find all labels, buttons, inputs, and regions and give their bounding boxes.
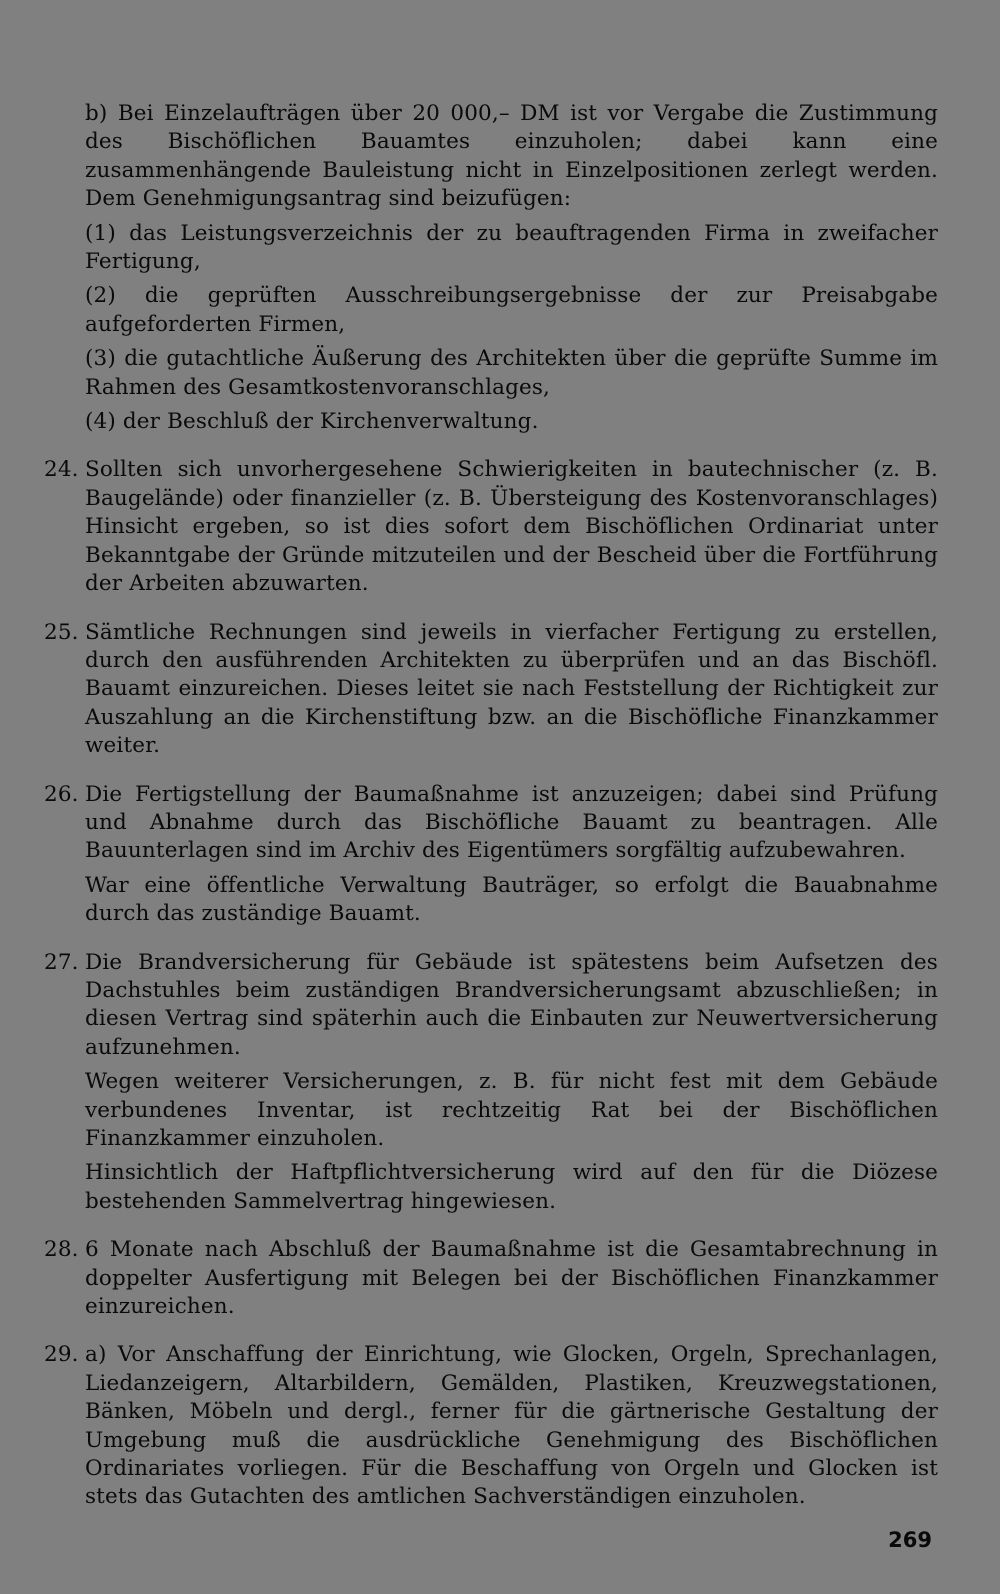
- paragraph: Die Fertigstellung der Baumaßnahme ist anzuzeigen; dabei sind Prüfung und Abnahme durch das Bischöfliche Bauamt zu beantragen. Alle Bauunterlagen sind im Archiv des Eigentümers sorgfältig aufzubewahren.: [85, 781, 938, 864]
- list-item: (4) der Beschluß der Kirchenverwaltung.: [85, 409, 539, 435]
- section-28: [44, 1236, 938, 1321]
- section-body: [85, 619, 938, 761]
- section-body: [85, 100, 938, 436]
- section-body: [85, 1236, 938, 1321]
- section-29: [44, 1341, 938, 1511]
- paragraph: War eine öffentliche Verwaltung Bauträger, so erfolgt die Bauabnahme durch das zuständige Bauamt.: [85, 872, 938, 927]
- section-23b: [44, 100, 938, 436]
- section-number: 26.: [44, 781, 79, 807]
- paragraph: Sämtliche Rechnungen sind jeweils in vierfacher Fertigung zu erstellen, durch den ausführenden Architekten zu überprüfen und an das Bischöfl. Bauamt einzureichen. Dieses leitet sie nach Feststellung der Richtigkeit zur Auszahlung an die Kirchenstiftung bzw. an die Bischöfliche Finanzkammer weiter.: [85, 619, 938, 759]
- section-number: 27.: [44, 949, 79, 975]
- section-body: [85, 1341, 938, 1511]
- section-number: 25.: [44, 619, 79, 645]
- paragraph: Die Brandversicherung für Gebäude ist spätestens beim Aufsetzen des Dachstuhles beim zuständigen Brandversicherungsamt abzuschließen; in diesen Vertrag sind späterhin auch die Einbauten zur Neuwertversicherung aufzunehmen.: [85, 949, 938, 1060]
- list-item: (2) die geprüften Ausschreibungsergebnisse der zur Preisabgabe aufgeforderten Firmen,: [85, 283, 938, 337]
- section-body: [85, 781, 938, 929]
- section-27: [44, 949, 938, 1217]
- section-number: 24.: [44, 457, 79, 483]
- section-number: [44, 100, 85, 436]
- paragraph: Wegen weiterer Versicherungen, z. B. für nicht fest mit dem Gebäude verbundenes Inventar, ist rechtzeitig Rat bei der Bischöflichen Finanzkammer einzuholen.: [85, 1069, 938, 1151]
- section-body: [85, 456, 938, 598]
- list-item: (3) die gutachtliche Äußerung des Architekten über die geprüfte Summe im Rahmen des Gesamtkostenvoranschlages,: [85, 346, 938, 400]
- section-26: [44, 781, 938, 929]
- paragraph: 6 Monate nach Abschluß der Baumaßnahme ist die Gesamtabrechnung in doppelter Ausfertigung mit Belegen bei der Bischöflichen Finanzkammer einzureichen.: [85, 1237, 938, 1320]
- document-body: [44, 100, 938, 1532]
- paragraph: b) Bei Einzelaufträgen über 20 000,– DM ist vor Vergabe die Zustimmung des Bischöflichen Bauamtes einzuholen; dabei kann eine zusammenhängende Bauleistung nicht in Einzelpositionen zerlegt werden. Dem Genehmigungsantrag sind beizufügen:: [85, 101, 938, 212]
- list-item: (1) das Leistungsverzeichnis der zu beauftragenden Firma in zweifacher Fertigung,: [85, 220, 938, 275]
- paragraph: Hinsichtlich der Haftpflichtversicherung wird auf den für die Diözese bestehenden Sammelvertrag hingewiesen.: [85, 1160, 938, 1214]
- section-25: [44, 619, 938, 761]
- section-number: 29.: [44, 1342, 79, 1368]
- paragraph: a) Vor Anschaffung der Einrichtung, wie Glocken, Orgeln, Sprechanlagen, Liedanzeigern, Altarbildern, Gemälden, Plastiken, Kreuzwegstationen, Bänken, Möbeln und dergl., ferner für die gärtnerische Gestaltung der Umgebung muß die ausdrückliche Genehmigung des Bischöflichen Ordinariates vorliegen. Für die Beschaffung von Orgeln und Glocken ist stets das Gutachten des amtlichen Sachverständigen einzuholen.: [85, 1342, 938, 1510]
- section-body: [85, 949, 938, 1217]
- page-number: 269: [888, 1528, 932, 1552]
- paragraph: Sollten sich unvorhergesehene Schwierigkeiten in bautechnischer (z. B. Baugelände) oder finanzieller (z. B. Übersteigung des Kostenvoranschlages) Hinsicht ergeben, so ist dies sofort dem Bischöflichen Ordinariat unter Bekanntgabe der Gründe mitzuteilen und der Bescheid über die Fortführung der Arbeiten abzuwarten.: [85, 457, 938, 597]
- section-24: [44, 456, 938, 598]
- section-number: 28.: [44, 1237, 79, 1263]
